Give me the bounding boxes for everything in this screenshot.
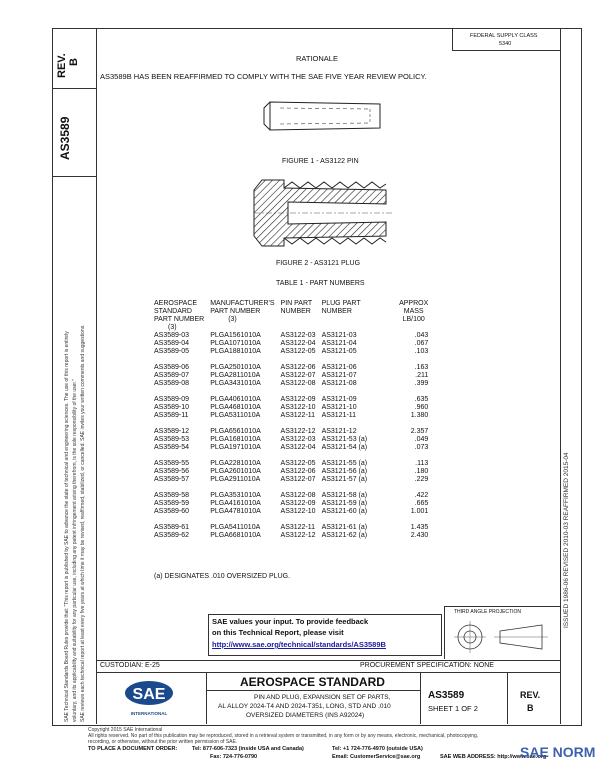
table-row — [152, 532, 432, 540]
cell-mfr-part: PLGA2501010A — [210, 364, 261, 371]
fax: Fax: 724-776-0790 — [210, 754, 258, 760]
cell-std-part: AS3589-08 — [154, 380, 190, 387]
header-std-part: AEROSPACE STANDARD PART NUMBER (3) — [154, 300, 205, 331]
cell-pin-part: AS3122-03 — [280, 436, 316, 443]
sae-logo-sub: INTERNATIONAL — [130, 711, 168, 716]
cell-std-part: AS3589-03 — [154, 332, 190, 339]
table-row — [152, 372, 432, 380]
table-group-gap — [152, 420, 432, 428]
table-row — [152, 380, 432, 388]
cell-std-part: AS3589-04 — [154, 340, 190, 347]
header-pin-part: PIN PART NUMBER — [280, 300, 313, 315]
cell-mfr-part: PLGA4061010A — [210, 396, 261, 403]
feedback-line2: on this Technical Report, please visit — [212, 628, 344, 637]
table-row — [152, 468, 432, 476]
cell-mass: .163 — [414, 364, 429, 371]
standard-label-line — [206, 690, 420, 691]
cell-pin-part: AS3122-04 — [280, 340, 316, 347]
cell-pin-part: AS3122-10 — [280, 404, 316, 411]
cell-mfr-part: PLGA2911010A — [210, 476, 261, 483]
table-group-gap — [152, 356, 432, 364]
cell-mass: 1.380 — [410, 412, 429, 419]
title-block-top-line — [96, 660, 560, 661]
cell-std-part: AS3589-05 — [154, 348, 190, 355]
cell-mass: .399 — [414, 380, 429, 387]
cell-mfr-part: PLGA1681010A — [210, 436, 261, 443]
cell-std-part: AS3589-55 — [154, 460, 190, 467]
cell-std-part: AS3589-11 — [154, 412, 189, 419]
feedback-link[interactable]: http://www.sae.org/technical/standards/AS3589B — [212, 640, 386, 649]
table-row — [152, 396, 432, 404]
title-line-1: PIN AND PLUG, EXPANSION SET OF PARTS, — [254, 694, 391, 701]
cell-plug-part: AS3121-59 (a) — [321, 500, 368, 507]
cell-mass: 1.001 — [410, 508, 429, 515]
cell-pin-part: AS3122-04 — [280, 444, 316, 451]
cell-std-part: AS3589-10 — [154, 404, 190, 411]
cell-plug-part: AS3121-61 (a) — [321, 524, 368, 531]
email: Email: CustomerService@sae.org — [332, 754, 421, 760]
cell-mass: .635 — [414, 396, 429, 403]
title-line-2: AL ALLOY 2024-T4 AND 2024-T351, LONG, STD AND .010 — [218, 703, 391, 710]
cell-std-part: AS3589-58 — [154, 492, 190, 499]
sae-logo-icon — [124, 680, 174, 706]
table-group-gap — [152, 484, 432, 492]
parts-table — [152, 300, 432, 540]
table-row — [152, 492, 432, 500]
cell-mass: .229 — [414, 476, 429, 483]
history-text: ISSUED 1986-06 REVISED 2010-03 REAFFIRMED 2015-04 — [563, 452, 570, 628]
cell-plug-part: AS3121-04 — [321, 340, 357, 347]
cell-mfr-part: PLGA5411010A — [210, 524, 261, 531]
procurement: PROCUREMENT SPECIFICATION: NONE — [360, 662, 494, 669]
table-row — [152, 348, 432, 356]
cell-std-part: AS3589-56 — [154, 468, 190, 475]
cell-mass: .665 — [414, 500, 429, 507]
rights-2: recording, or otherwise, without the prior written permission of SAE. — [88, 739, 238, 745]
cell-pin-part: AS3122-10 — [280, 508, 316, 515]
figure-2-caption: FIGURE 2 - AS3121 PLUG — [276, 260, 361, 267]
table-row — [152, 460, 432, 468]
table-title: TABLE 1 - PART NUMBERS — [276, 280, 365, 287]
table-row — [152, 332, 432, 340]
table-row — [152, 476, 432, 484]
title-rev-value: B — [527, 703, 534, 713]
cell-plug-part: AS3121-58 (a) — [321, 492, 368, 499]
cell-mfr-part: PLGA5311010A — [210, 412, 261, 419]
cell-mass: .422 — [414, 492, 429, 499]
cell-pin-part: AS3122-11 — [280, 412, 316, 419]
cell-pin-part: AS3122-06 — [280, 364, 316, 371]
cell-mass: 1.435 — [410, 524, 429, 531]
left-rev-value: B — [68, 58, 80, 66]
cell-mass: .067 — [414, 340, 429, 347]
cell-plug-part: AS3121-12 — [321, 428, 357, 435]
table-body — [152, 332, 432, 540]
title-line-3: OVERSIZED DIAMETERS (INS A92024) — [246, 712, 365, 719]
table-row — [152, 524, 432, 532]
cell-pin-part: AS3122-07 — [280, 372, 316, 379]
tel-usa: Tel: 877-606-7323 (inside USA and Canada) — [192, 746, 304, 752]
cell-plug-part: AS3121-03 — [321, 332, 357, 339]
cell-mass: .073 — [414, 444, 429, 451]
cell-mass: .211 — [415, 372, 429, 379]
cell-plug-part: AS3121-10 — [321, 404, 357, 411]
legal-text-2: voluntary, and its applicability and suitability for any particular use, including any patent infringement arising therefrom, is the sole responsibility of the user." — [72, 379, 78, 722]
figure-2-plug — [248, 176, 398, 250]
cell-std-part: AS3589-62 — [154, 532, 190, 539]
cell-plug-part: AS3121-62 (a) — [321, 532, 368, 539]
standard-label: AEROSPACE STANDARD — [240, 675, 385, 689]
cell-std-part: AS3589-54 — [154, 444, 190, 451]
cell-plug-part: AS3121-09 — [321, 396, 357, 403]
cell-mfr-part: PLGA3531010A — [210, 492, 261, 499]
feedback-line1: SAE values your input. To provide feedback — [212, 617, 369, 626]
cell-plug-part: AS3121-57 (a) — [321, 476, 368, 483]
cell-std-part: AS3589-12 — [154, 428, 190, 435]
cell-mass: .180 — [414, 468, 429, 475]
sae-logo — [124, 680, 174, 714]
cell-mfr-part: PLGA1561010A — [210, 332, 261, 339]
table-group-gap — [152, 452, 432, 460]
cell-std-part: AS3589-53 — [154, 436, 190, 443]
fed-class-line1: FEDERAL SUPPLY CLASS — [470, 33, 538, 39]
table-footnote: (a) DESIGNATES .010 OVERSIZED PLUG. — [154, 573, 291, 580]
left-rev-label: REV. — [56, 53, 68, 78]
projection-symbol-icon — [452, 620, 552, 654]
cell-mass: .113 — [415, 460, 429, 467]
cell-mass: .043 — [414, 332, 429, 339]
cell-mass: .103 — [414, 348, 429, 355]
table-header-row — [152, 300, 432, 332]
cell-std-part: AS3589-09 — [154, 396, 190, 403]
cell-pin-part: AS3122-08 — [280, 492, 316, 499]
cell-mfr-part: PLGA4781010A — [210, 508, 261, 515]
header-mass: APPROX MASS LB/100 — [399, 300, 429, 323]
tel-outside: Tel: +1 724-776-4970 (outside USA) — [332, 746, 423, 752]
copyright: Copyright 2015 SAE International — [88, 727, 163, 733]
cell-mfr-part: PLGA1071010A — [210, 340, 261, 347]
cell-pin-part: AS3122-05 — [280, 348, 316, 355]
cell-pin-part: AS3122-12 — [280, 532, 316, 539]
left-doc-number: AS3589 — [58, 116, 72, 160]
cell-pin-part: AS3122-12 — [280, 428, 316, 435]
cell-std-part: AS3589-59 — [154, 500, 190, 507]
cell-std-part: AS3589-61 — [154, 524, 190, 531]
cell-plug-part: AS3121-07 — [321, 372, 357, 379]
table-row — [152, 436, 432, 444]
cell-mfr-part: PLGA3431010A — [210, 380, 261, 387]
cell-std-part: AS3589-06 — [154, 364, 190, 371]
fed-class-box — [452, 28, 561, 51]
cell-mass: 2.430 — [410, 532, 429, 539]
cell-pin-part: AS3122-06 — [280, 468, 316, 475]
cell-plug-part: AS3121-53 (a) — [321, 436, 368, 443]
cell-mass: 2.357 — [410, 428, 429, 435]
table-row — [152, 412, 432, 420]
cell-mfr-part: PLGA2601010A — [210, 468, 261, 475]
cell-std-part: AS3589-07 — [154, 372, 190, 379]
cell-plug-part: AS3121-11 — [321, 412, 357, 419]
cell-pin-part: AS3122-09 — [280, 500, 316, 507]
table-row — [152, 428, 432, 436]
cell-pin-part: AS3122-03 — [280, 332, 316, 339]
cell-pin-part: AS3122-09 — [280, 396, 316, 403]
figure-1-caption: FIGURE 1 - AS3122 PIN — [282, 158, 359, 165]
cell-pin-part: AS3122-05 — [280, 460, 316, 467]
cell-plug-part: AS3121-08 — [321, 380, 357, 387]
cell-mfr-part: PLGA2281010A — [210, 460, 261, 467]
cell-plug-part: AS3121-54 (a) — [321, 444, 368, 451]
cell-mfr-part: PLGA1881010A — [210, 348, 261, 355]
projection-label: THIRD ANGLE PROJECTION — [454, 609, 521, 615]
table-row — [152, 444, 432, 452]
fed-class-line2: 5340 — [499, 41, 512, 47]
table-row — [152, 508, 432, 516]
sheet-number: SHEET 1 OF 2 — [428, 704, 478, 713]
left-legal-divider — [96, 176, 97, 724]
rationale-heading: RATIONALE — [296, 54, 338, 63]
cell-std-part: AS3589-60 — [154, 508, 190, 515]
cell-mfr-part: PLGA1971010A — [210, 444, 261, 451]
cell-mfr-part: PLGA4161010A — [210, 500, 261, 507]
cell-plug-part: AS3121-60 (a) — [321, 508, 368, 515]
table-row — [152, 500, 432, 508]
cell-mfr-part: PLGA6681010A — [210, 532, 261, 539]
rights-1: All rights reserved. No part of this publication may be reproduced, stored in a retrieval system or transmitted, in any form or by any means, electronic, mechanical, photocopying, — [88, 733, 479, 739]
cell-mass: .960 — [414, 404, 429, 411]
table-group-gap — [152, 516, 432, 524]
table-row — [152, 364, 432, 372]
cell-pin-part: AS3122-11 — [280, 524, 316, 531]
cell-mfr-part: PLGA2811010A — [210, 372, 261, 379]
web-address: SAE WEB ADDRESS: http://www.sae.org — [440, 754, 547, 760]
cell-mass: .049 — [414, 436, 429, 443]
cell-mfr-part: PLGA4681010A — [210, 404, 261, 411]
title-rev-label: REV. — [520, 690, 541, 700]
watermark: SAE NORM — [520, 744, 596, 760]
header-plug-part: PLUG PART NUMBER — [321, 300, 361, 315]
cell-plug-part: AS3121-55 (a) — [321, 460, 368, 467]
custodian: CUSTODIAN: E-25 — [100, 662, 160, 669]
cell-plug-part: AS3121-05 — [321, 348, 357, 355]
rationale-text: AS3589B HAS BEEN REAFFIRMED TO COMPLY WITH THE SAE FIVE YEAR REVIEW POLICY. — [100, 72, 427, 81]
legal-text-3: SAE reviews each technical report at least every five years at which time it may be revised, reaffirmed, stabilized, or cancelled. SAE invites your written comments and suggestions. — [80, 324, 86, 722]
table-group-gap — [152, 388, 432, 396]
header-mfr-part: MANUFACTURER'S PART NUMBER (3) — [210, 300, 275, 323]
cell-std-part: AS3589-57 — [154, 476, 190, 483]
title-doc-number: AS3589 — [428, 690, 465, 701]
svg-text:SAE: SAE — [132, 686, 166, 703]
cell-mfr-part: PLGA6561010A — [210, 428, 261, 435]
legal-text-1: SAE Technical Standards Board Rules provide that: "This report is published by SAE to advance the state of technical and engineering sciences. The use of this report is entirely — [64, 331, 70, 722]
order-label: TO PLACE A DOCUMENT ORDER: — [88, 746, 178, 752]
cell-pin-part: AS3122-08 — [280, 380, 316, 387]
table-row — [152, 404, 432, 412]
table-row — [152, 340, 432, 348]
cell-plug-part: AS3121-06 — [321, 364, 357, 371]
figure-1-pin — [260, 94, 390, 138]
cell-plug-part: AS3121-56 (a) — [321, 468, 368, 475]
cell-pin-part: AS3122-07 — [280, 476, 316, 483]
